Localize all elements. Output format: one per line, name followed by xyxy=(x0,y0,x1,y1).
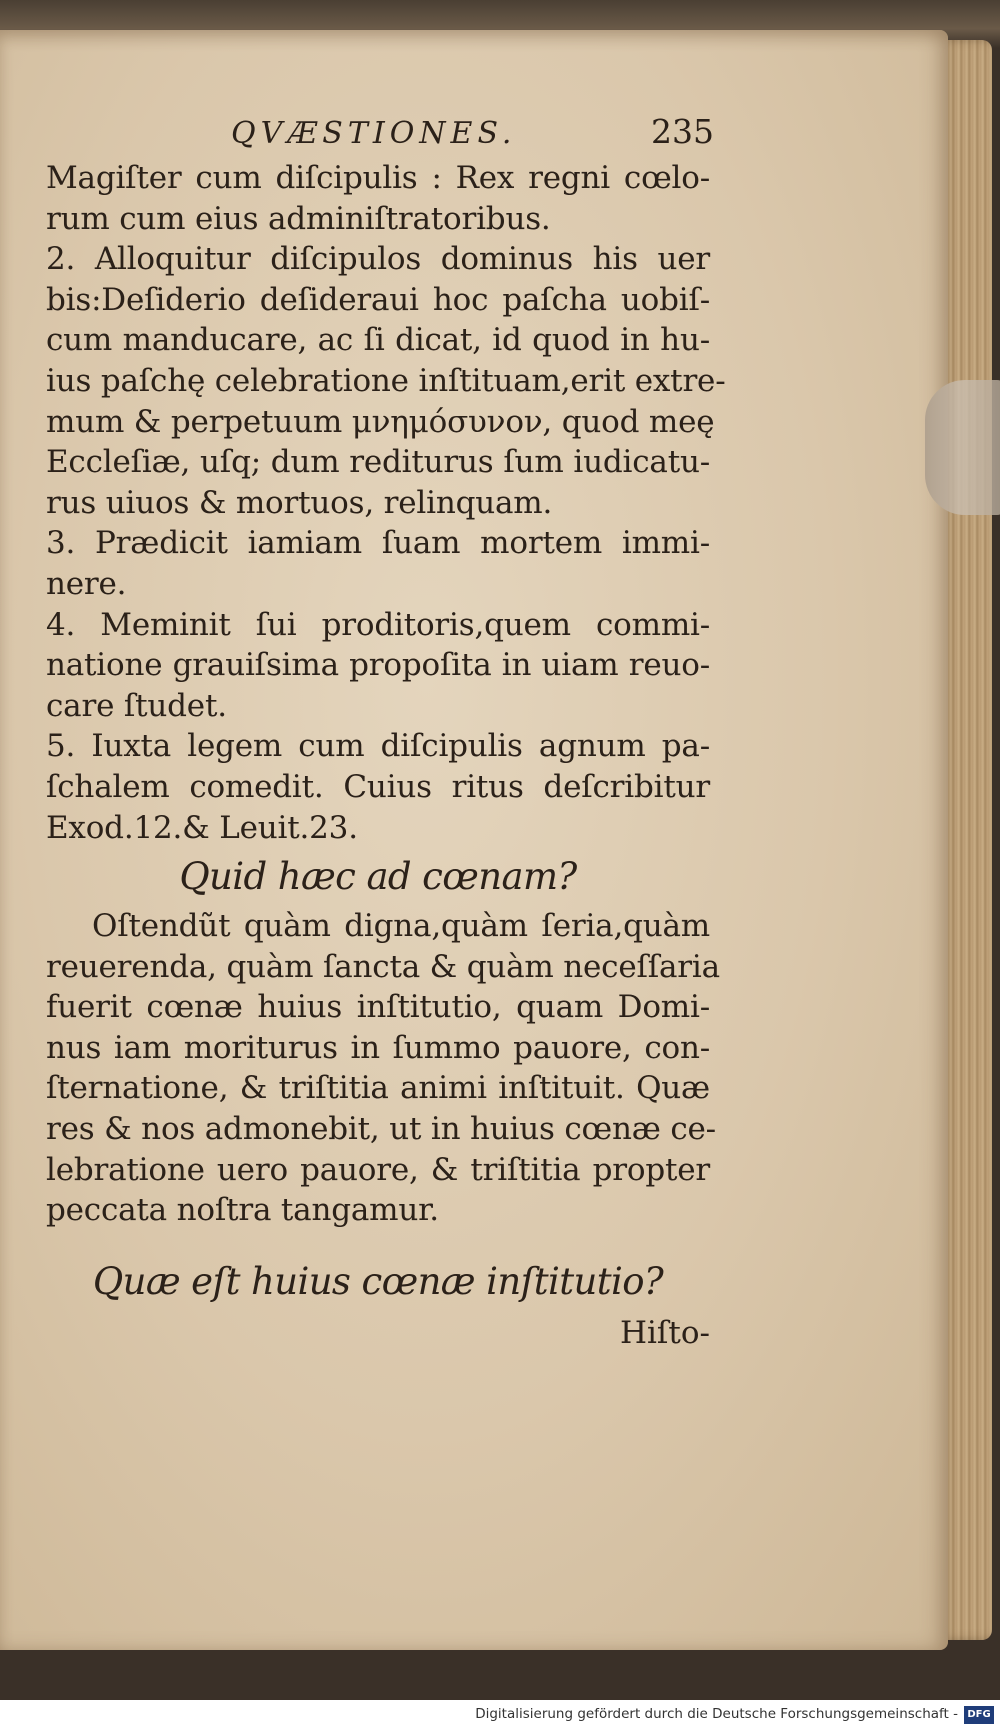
text-line: care ſtudet. xyxy=(46,687,227,724)
page-text xyxy=(46,112,726,1355)
text-line: Exod.12.& Leuit.23. xyxy=(46,809,358,846)
funding-credit: Digitalisierung gefördert durch die Deutsche Forschungsgemeinschaft - xyxy=(475,1706,958,1722)
page-number: 235 xyxy=(651,112,714,151)
text-line: mum & perpetuum μνημόσυνον, quod meę xyxy=(46,403,715,440)
paragraph-list xyxy=(46,158,726,848)
text-line: cum manducare, ac ſi dicat, id quod in hu- xyxy=(46,322,710,359)
text-line: rus uiuos & mortuos, relinquam. xyxy=(46,484,553,521)
text-line: 3. Prædicit iamiam ſuam mortem immi- xyxy=(46,525,710,562)
spacer xyxy=(46,1231,710,1253)
text-line: natione grauiſsima propoſita in uiam reuo- xyxy=(46,647,710,684)
text-line: res & nos admonebit, ut in huius cœnæ ce- xyxy=(46,1111,716,1148)
text-line: nere. xyxy=(46,565,127,602)
text-line: peccata noſtra tangamur. xyxy=(46,1192,439,1229)
text-line: fuerit cœnæ huius inſtitutio, quam Domi- xyxy=(46,989,710,1026)
section-heading: Quid hæc ad cœnam? xyxy=(179,855,577,899)
text-line: bis:Deſiderio deſideraui hoc paſcha uobiſ- xyxy=(46,281,710,318)
page-header xyxy=(46,112,714,158)
section-heading: Quæ eſt huius cœnæ inſtitutio? xyxy=(92,1259,664,1303)
page-tab-marker xyxy=(925,380,1000,515)
text-line: Eccleſiæ, uſq; dum rediturus ſum iudicatu- xyxy=(46,444,710,481)
text-line: reuerenda, quàm ſancta & quàm neceſſaria xyxy=(46,948,720,985)
text-line: lebratione uero pauore, & triſtitia propter xyxy=(46,1151,710,1188)
text-line: ſternatione, & triſtitia animi inſtituit. Quæ xyxy=(46,1070,710,1107)
text-line: ius paſchę celebratione inſtituam,erit extre- xyxy=(46,362,726,399)
catchword: Hiſto- xyxy=(619,1314,710,1351)
paragraph-list xyxy=(46,906,720,1231)
text-line: Oſtendũt quàm digna,quàm ſeria,quàm xyxy=(92,908,710,945)
text-line: ſchalem comedit. Cuius ritus deſcribitur xyxy=(46,768,710,805)
digitization-footer xyxy=(0,1700,1000,1730)
text-line: 2. Alloquitur diſcipulos dominus his uer xyxy=(46,241,710,278)
dfg-logo: DFG xyxy=(964,1706,994,1724)
text-line: 4. Meminit ſui proditoris,quem commi- xyxy=(46,606,710,643)
text-line: rum cum eius adminiſtratoribus. xyxy=(46,200,551,237)
text-line: 5. Iuxta legem cum diſcipulis agnum pa- xyxy=(46,728,710,765)
running-head: QVÆSTIONES. xyxy=(231,116,517,151)
text-line: nus iam moriturus in ſummo pauore, con- xyxy=(46,1029,710,1066)
text-line: Magiſter cum diſcipulis : Rex regni cœlo- xyxy=(46,160,710,196)
